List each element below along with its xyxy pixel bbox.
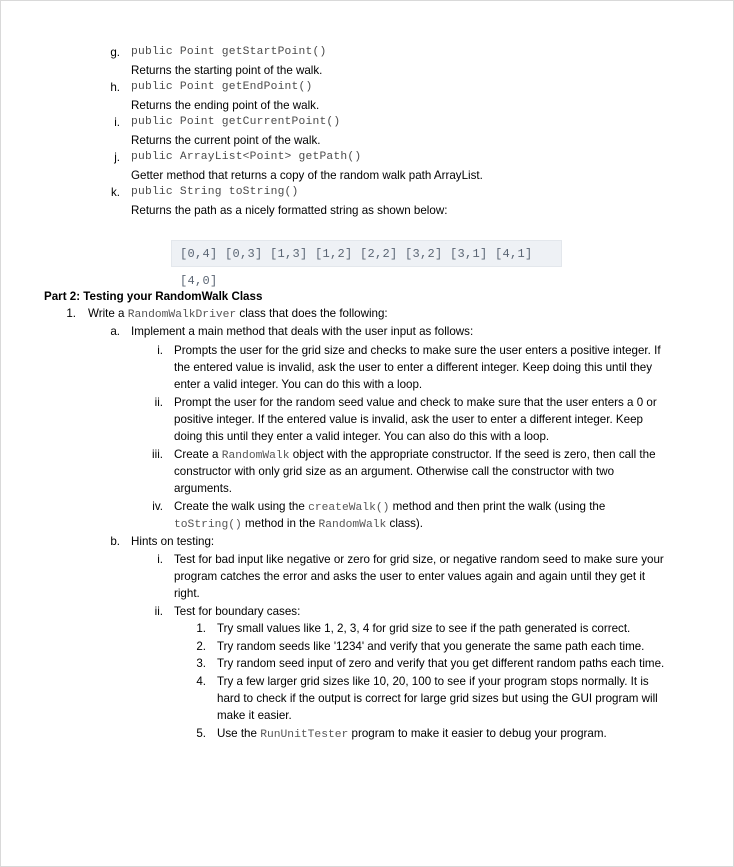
a-i-marker: i. (157, 344, 163, 357)
a-iii-pre: Create a (174, 448, 222, 461)
a-iii-line: constructor with only grid size as an argument. Otherwise call the constructor with two (174, 465, 615, 478)
item1-code: RandomWalkDriver (127, 309, 237, 321)
b-ii-4-line: make it easier. (217, 709, 292, 722)
b-ii-text: Test for boundary cases: (174, 605, 301, 618)
a-i-line: enter a valid integer. You can do this with a loop. (174, 378, 423, 391)
method-signature-k: public String toString() (131, 186, 299, 198)
a-iv-code: createWalk() (308, 502, 390, 514)
b-ii-5-line (217, 725, 607, 744)
part2-heading: Part 2: Testing your RandomWalk Class (44, 290, 263, 303)
b-ii-2-line: Try random seeds like '1234' and verify that you generate the same path each time. (217, 640, 645, 653)
b-i-line: right. (174, 587, 200, 600)
b-ii-3-marker: 3. (196, 657, 206, 670)
a-iv-pre: Create the walk using the (174, 500, 309, 513)
method-description-j: Getter method that returns a copy of the random walk path ArrayList. (131, 169, 483, 182)
b-i-marker: i. (157, 553, 163, 566)
a-iv-post: class). (386, 517, 424, 530)
item1-text (88, 305, 388, 324)
b-ii-marker: ii. (154, 605, 163, 618)
item1-pre: Write a (88, 307, 128, 320)
b-ii-1-line: Try small values like 1, 2, 3, 4 for grid size to see if the path generated is correct. (217, 622, 631, 635)
a-iv-marker: iv. (152, 500, 163, 513)
method-signature-g: public Point getStartPoint() (131, 46, 327, 58)
a-iii-marker: iii. (152, 448, 163, 461)
a-ii-line: doing this until they enter a valid integer. You can also do this with a loop. (174, 430, 550, 443)
b-ii-2-marker: 2. (196, 640, 206, 653)
b-marker: b. (110, 535, 120, 548)
a-text: Implement a main method that deals with the user input as follows: (131, 325, 474, 338)
method-marker-i: i. (114, 116, 120, 129)
b-i-line: Test for bad input like negative or zero for grid size, or negative random seed to make sure your (174, 553, 664, 566)
b-ii-5-pre: Use the (217, 727, 261, 740)
a-ii-marker: ii. (154, 396, 163, 409)
method-signature-j: public ArrayList<Point> getPath() (131, 151, 362, 163)
item1-marker: 1. (66, 307, 76, 320)
method-marker-h: h. (110, 81, 120, 94)
a-iv-post: method and then print the walk (using the (389, 500, 606, 513)
a-marker: a. (110, 325, 120, 338)
b-i-line: program catches the error and asks the user to enter values again and again until they get it (174, 570, 646, 583)
b-ii-4-line: hard to check if the output is correct for large grid sizes but using the GUI program will (217, 692, 658, 705)
a-iv-code: RandomWalk (318, 519, 387, 531)
method-signature-i: public Point getCurrentPoint() (131, 116, 341, 128)
method-signature-h: public Point getEndPoint() (131, 81, 313, 93)
item1-post: class that does the following: (236, 307, 388, 320)
b-ii-4-marker: 4. (196, 675, 206, 688)
method-marker-j: j. (114, 151, 120, 164)
method-description-g: Returns the starting point of the walk. (131, 64, 323, 77)
method-marker-k: k. (110, 186, 120, 199)
b-ii-4-line: Try a few larger grid sizes like 10, 20, 100 to see if your program stops normally. It is (217, 675, 649, 688)
a-iii-code: RandomWalk (221, 450, 290, 462)
a-iv-code: toString() (174, 519, 242, 531)
a-i-line: the entered value is invalid, ask the user to enter a different integer. Keep doing this until they (174, 361, 653, 374)
method-marker-g: g. (110, 46, 120, 59)
b-ii-3-line: Try random seed input of zero and verify that you get different random paths each time. (217, 657, 665, 670)
example-output-codeblock: [0,4] [0,3] [1,3] [1,2] [2,2] [3,2] [3,1] [4,1] [4,0] (171, 240, 562, 267)
b-text: Hints on testing: (131, 535, 215, 548)
b-ii-1-marker: 1. (196, 622, 206, 635)
a-ii-line: Prompt the user for the random seed value and check to make sure that the user enters a 0 or (174, 396, 657, 409)
method-description-i: Returns the current point of the walk. (131, 134, 321, 147)
method-description-k: Returns the path as a nicely formatted string as shown below: (131, 204, 448, 217)
a-iv-mid: method in the (241, 517, 319, 530)
a-iii-post: object with the appropriate constructor. If the seed is zero, then call the (289, 448, 656, 461)
b-ii-5-post: program to make it easier to debug your program. (348, 727, 607, 740)
a-ii-line: positive integer. If the entered value is invalid, ask the user to enter a different integer. Keep (174, 413, 643, 426)
b-ii-5-code: RunUnitTester (260, 729, 349, 741)
a-iii-line: arguments. (174, 482, 232, 495)
method-description-h: Returns the ending point of the walk. (131, 99, 320, 112)
b-ii-5-marker: 5. (196, 727, 206, 740)
a-i-line: Prompts the user for the grid size and checks to make sure the user enters a positive integer. If (174, 344, 661, 357)
a-iv-line (174, 515, 423, 534)
